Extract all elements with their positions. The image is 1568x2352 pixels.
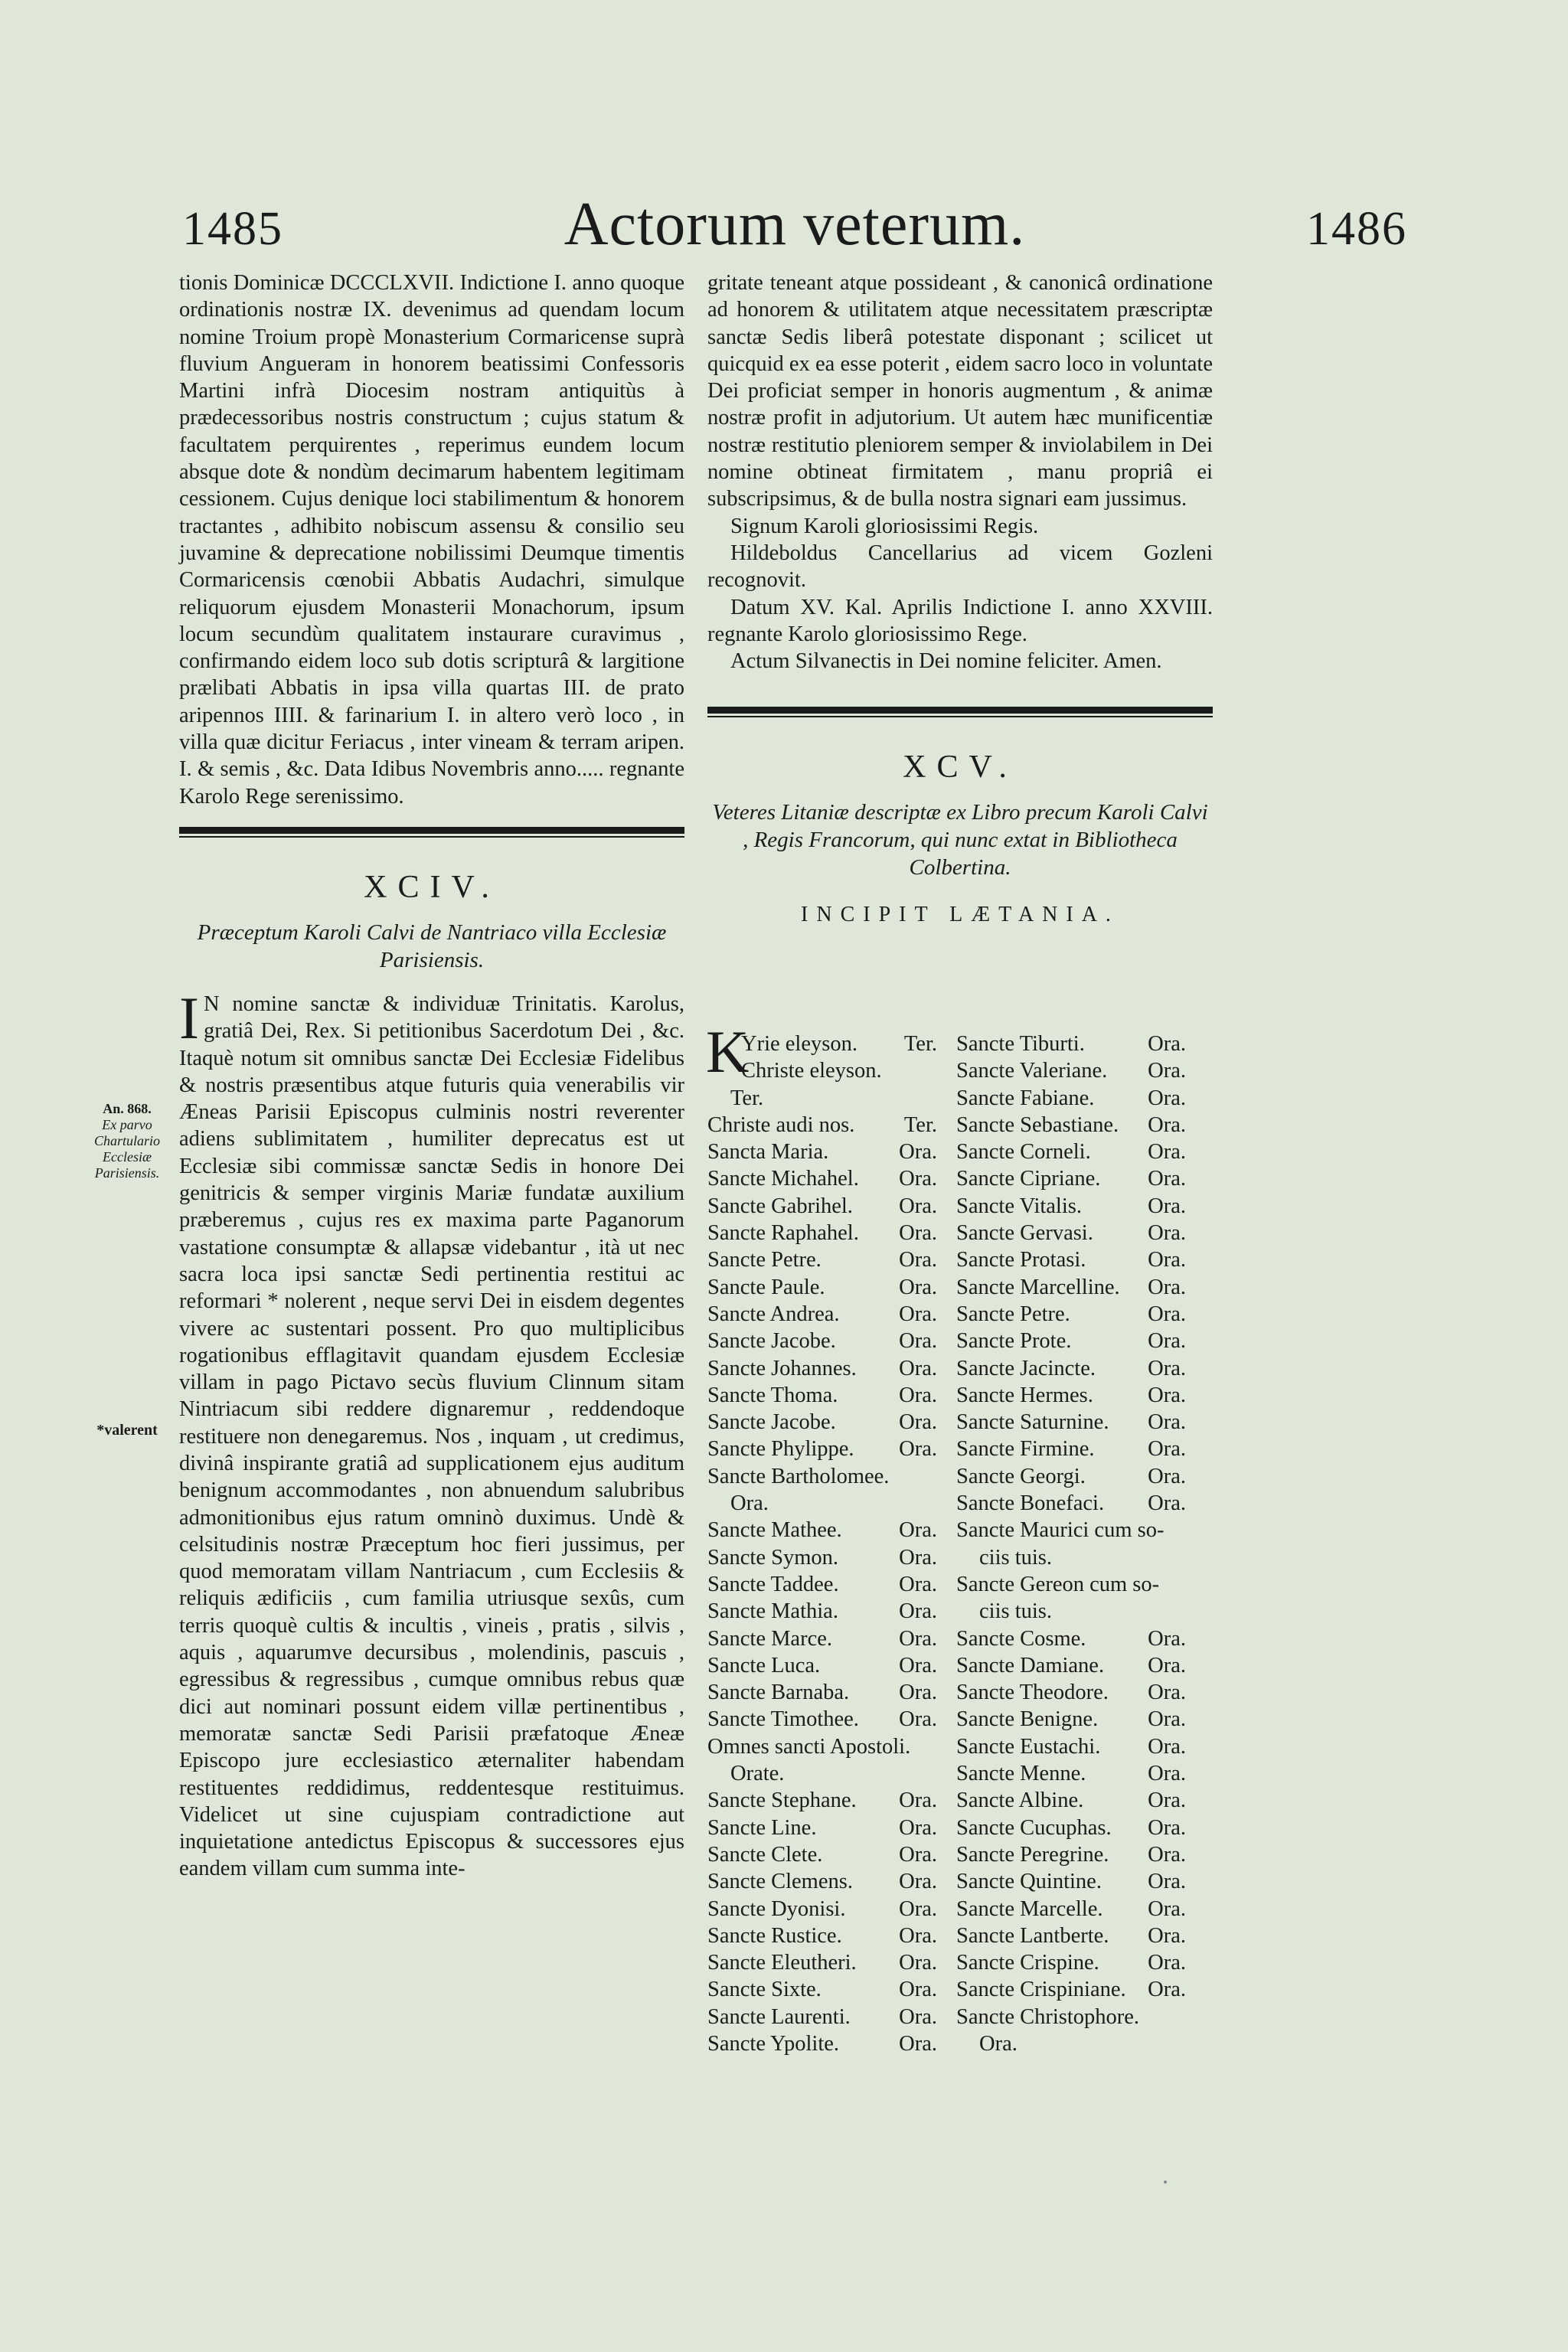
litany-entry xyxy=(956,1463,1186,1490)
litany-entry xyxy=(956,1815,1186,1841)
litany-response: Ora. xyxy=(1148,1762,1186,1786)
litany-invocation: Sancte Albine. xyxy=(956,1788,1084,1813)
litany-response: Ora. xyxy=(899,1140,937,1165)
left-paragraph-1: tionis Dominicæ DCCCLXVII. Indictione I. anno quoque ordinationis nostræ IX. devenimus ad quendam locum nomine Troium propè Monasterium Cormaricense suprà fluvium Angueram in honorem beatissimi Confessoris Martini infrà Diocesim nostram antiquitùs à prædecessoribus nostris constructum ; cujus statum & facultatem perquirentes , reperimus eundem locum absque dote & nondùm decimarum habentem legitimam cessionem. Cujus denique loci stabilimentum & honorem tractantes , adhibito nobiscum assensu & consilio seu juvamine & deprecatione nobilissimi Deumque timentis Cormaricensis cœnobii Abbatis Audachri, simulque reliquorum ejusdem Monasterii Monachorum, ipsum locum secundùm qualitatem instaurare curavimus , confirmando eidem loco sub dotis scripturâ & largitione prælibati Abbatis in ipsa villa quartas III. de prato aripennos IIII. & farinarium I. in altero verò loco , in villa quæ dicitur Feriacus , inter vineam & terram aripen. I. & semis , &c. Data Idibus Novembris anno..... regnante Karolo Rege serenissimo. xyxy=(179,271,684,808)
right-column xyxy=(707,270,1213,930)
litany-entry xyxy=(956,1787,1186,1814)
litany-response: Ora. xyxy=(1148,1653,1186,1677)
litany-invocation: Sancte Bartholomee. xyxy=(707,1464,890,1488)
litany-response: Ora. xyxy=(899,1356,937,1380)
litany-invocation: Sancte Hermes. xyxy=(956,1383,1093,1407)
incipit-heading: INCIPIT LÆTANIA. xyxy=(801,903,1119,927)
litany-response: Ora. xyxy=(899,1681,937,1705)
litany-invocation: Sancte Phylippe. xyxy=(707,1437,854,1462)
litany-invocation: Sancte Cosme. xyxy=(956,1626,1086,1651)
litany-invocation: ciis tuis. xyxy=(979,1545,1053,1570)
litany-response: Ora. xyxy=(1148,1086,1186,1110)
litany-entry xyxy=(956,1679,1186,1706)
litany-entry xyxy=(707,1463,937,1490)
litany-invocation: Sancte Maurici cum so- xyxy=(956,1518,1165,1543)
litany-entry xyxy=(707,1922,937,1949)
litany-response: Ora. xyxy=(1148,1896,1186,1921)
litany-response: Ora. xyxy=(899,1437,937,1462)
litany-entry xyxy=(956,1031,1186,1057)
margin-note-source: Ex parvo Chartulario Ecclesiæ Parisiensis. xyxy=(93,1117,161,1181)
litany-entry xyxy=(956,1490,1186,1517)
litany-entry xyxy=(707,1598,937,1625)
litany-invocation: Sancte Vitalis. xyxy=(956,1194,1082,1218)
litany-entry xyxy=(707,1085,937,1112)
litany-entry xyxy=(707,1220,937,1246)
litany-invocation: Sancte Georgi. xyxy=(956,1464,1086,1488)
right-paragraph-1: gritate teneant atque possideant , & canonicâ ordinatione ad honorem & utilitatem atque necessitatem præscriptæ sanctæ Sedis liberâ potestate disponant ; scilicet ut quicquid ex ea esse poterit , eidem sacro loco in voluntate Dei proficiat semper in honoris augmentum , & animæ nostræ profit in adjutorium. Ut autem hæc munificentiæ nostræ restitutio pleniorem semper & inviolabilem in Dei nomine obtineat firmitatem , manu propriâ ei subscripsimus, & de bulla nostra signari eam jussimus. xyxy=(707,271,1213,511)
litany-response: Ora. xyxy=(899,1545,937,1570)
margin-note-valerent: *valerent xyxy=(96,1422,158,1439)
litany-response: Ora. xyxy=(899,1248,937,1272)
litany-response: Ora. xyxy=(899,1329,937,1354)
litany-response: Ora. xyxy=(899,1221,937,1246)
litany-entry xyxy=(956,1246,1186,1273)
litany-invocation: Sancte Taddee. xyxy=(707,1572,839,1596)
litany-entry xyxy=(956,1436,1186,1462)
litany-response: Ora. xyxy=(1148,1464,1186,1488)
litany-invocation: Sancte Eustachi. xyxy=(956,1734,1101,1759)
litany-response: Ora. xyxy=(899,1923,937,1948)
litany-invocation: Sancta Maria. xyxy=(707,1140,829,1165)
running-title: Actorum veterum. xyxy=(564,191,1026,258)
litany-invocation: Omnes sancti Apostoli. xyxy=(707,1734,911,1759)
litany-column-b xyxy=(956,1031,1186,2057)
litany-response: Ora. xyxy=(1148,1978,1186,2002)
litany-entry xyxy=(707,1246,937,1273)
litany-invocation: Sancte Gabrihel. xyxy=(707,1194,853,1218)
litany-entry xyxy=(956,1652,1186,1679)
litany-response: Ora. xyxy=(1148,1302,1186,1326)
litany-entry xyxy=(707,1706,937,1733)
litany-entry xyxy=(956,1896,1186,1922)
litany-response: Ora. xyxy=(1148,1059,1186,1083)
litany-response: Ora. xyxy=(1148,1329,1186,1354)
signature-line-2: Hildeboldus Cancellarius ad vicem Gozleni recognovit. xyxy=(707,541,1213,593)
litany-entry xyxy=(956,1544,1186,1571)
signature-line-3: Datum XV. Kal. Aprilis Indictione I. anno XXVIII. regnante Karolo gloriosissimo Rege. xyxy=(707,595,1213,646)
litany-invocation: Sancte Laurenti. xyxy=(707,2004,851,2029)
litany-entry xyxy=(956,1760,1186,1787)
litany-invocation: Sancte Mathia. xyxy=(707,1599,838,1624)
litany-entry xyxy=(956,1409,1186,1436)
litany-entry xyxy=(707,1274,937,1301)
litany-invocation: Sancte Sixte. xyxy=(707,1978,822,2002)
litany-entry xyxy=(956,1598,1186,1625)
litany-invocation: Sancte Corneli. xyxy=(956,1140,1091,1165)
litany-invocation: Sancte Peregrine. xyxy=(956,1842,1109,1867)
drop-cap: I xyxy=(179,984,199,1051)
section-rule xyxy=(707,707,1213,717)
litany-entry xyxy=(956,1057,1186,1084)
litany-invocation: Sancte Bonefaci. xyxy=(956,1491,1105,1516)
litany-invocation: Sancte Prote. xyxy=(956,1329,1072,1354)
litany-invocation: Orate. xyxy=(730,1762,785,1786)
litany-response: Ora. xyxy=(1148,1410,1186,1435)
litany-invocation: Sancte Damiane. xyxy=(956,1653,1105,1677)
litany-response: Ora. xyxy=(899,1896,937,1921)
litany-invocation: Sancte Stephane. xyxy=(707,1788,857,1813)
litany-response: Ora. xyxy=(1148,1788,1186,1813)
litany-entry xyxy=(956,1571,1186,1598)
litany-response: Ora. xyxy=(899,1275,937,1299)
litany-invocation: Sancte Clemens. xyxy=(707,1870,853,1894)
litany-invocation: Sancte Christophore. xyxy=(956,2004,1140,2029)
litany-response: Ora. xyxy=(1148,1140,1186,1165)
litany-entry xyxy=(707,1868,937,1895)
litany-response: Ora. xyxy=(899,1626,937,1651)
litany-invocation: Sancte Cipriane. xyxy=(956,1167,1101,1191)
litany-invocation: Sancte Dyonisi. xyxy=(707,1896,846,1921)
left-paragraph-2-text: N nomine sanctæ & individuæ Trinitatis. Karolus, gratiâ Dei, Rex. Si petitionibus Sacerdotum Dei , &c. Itaquè notum sit omnibus sanctæ Dei Ecclesiæ Fidelibus & nostris præsentibus atque futuris quia venerabilis vir Æneas Parisii Episcopus culminis nostri reverenter adiens sublimitatem , humiliter deprecatus est ut Ecclesiæ sibi commissæ sanctæ Sedis in honore Dei genitricis & semper virginis Mariæ fundatæ auxilium præberemus , cujus res ex maxima parte Paganorum vastatione consumptæ & allapsæ videbantur , ità ut nec sacra loca ipsi sanctæ Sedi pertinentia restitui ac reformari * nolerent , neque servi Dei in eisdem degentes vivere ac sustentari possent. Pro quo multiplicibus rogationibus efflagitavit quandam ejusdem Ecclesiæ villam in pago Pictavo secùs fluvium Clinnum sitam Nintriacum sibi reddere dignaremur , reddendoque restituere non denegaremus. Nos , inquam , ut credimus, divinâ inspirante gratiâ ad supplicationem ejus auditum benignum accommodantes , non abnuendum salubribus admonitionibus ejus ratum omninò duximus. Undè & celsitudinis nostræ Præceptum hoc fieri jussimus, per quod memoratam villam Nantriacum , cum Ecclesiis & reliquis ædificiis , cum familia utriusque sexûs, cum terris quoquè cultis & incultis , vineis , pratis , silvis , aquis , aquarumve decursibus , molendinis, pascuis , egressibus & regressibus , cumque omnibus rebus quæ dici aut nominari possunt eidem villæ pertinentibus , memoratæ sanctæ Sedi Parisii præfatoque Æneæ Episcopo jure ecclesiastico æternaliter habendam restituentes reddidimus, reddentesque restituimus. Videlicet ut sine cujuspiam contradictione aut inquietatione antedictus Episcopus & successores ejus eandem villam cum summa inte- xyxy=(179,991,684,1881)
litany-entry xyxy=(956,1301,1186,1328)
litany-invocation: Sancte Saturnine. xyxy=(956,1410,1109,1435)
litany-invocation: Sancte Luca. xyxy=(707,1653,821,1677)
litany-invocation: Ora. xyxy=(730,1491,769,1516)
litany-response: Ora. xyxy=(1148,1112,1186,1137)
litany-entry xyxy=(956,1868,1186,1895)
litany-response: Ora. xyxy=(899,1383,937,1407)
litany-invocation: Sancte Jacincte. xyxy=(956,1356,1096,1380)
litany-invocation: Sancte Andrea. xyxy=(707,1302,840,1326)
litany-invocation: Yrie eleyson. xyxy=(741,1032,858,1056)
section-title-xciv: Præceptum Karoli Calvi de Nantriaco villa Ecclesiæ Parisiensis. xyxy=(197,920,667,972)
litany-entry xyxy=(956,1517,1186,1544)
litany-invocation: Sancte Theodore. xyxy=(956,1681,1109,1705)
margin-note-year: An. 868. xyxy=(103,1101,152,1116)
litany-entry xyxy=(956,2030,1186,2057)
litany-invocation: Sancte Marcelline. xyxy=(956,1275,1120,1299)
litany-entry xyxy=(707,1679,937,1706)
litany-entry xyxy=(707,1490,937,1517)
litany-invocation: Sancte Petre. xyxy=(707,1248,822,1272)
litany-invocation: Sancte Marcelle. xyxy=(956,1896,1103,1921)
litany-response: Ora. xyxy=(899,1788,937,1813)
litany-response: Ora. xyxy=(899,1951,937,1975)
litany-entry xyxy=(956,1922,1186,1949)
litany-response: Ora. xyxy=(1148,1951,1186,1975)
litany-entry xyxy=(707,1760,937,1787)
litany-response: Ora. xyxy=(899,1653,937,1677)
litany-response: Ora. xyxy=(899,2031,937,2056)
litany-response: Ora. xyxy=(899,1870,937,1894)
litany-entry xyxy=(707,1815,937,1841)
margin-note-date xyxy=(89,1101,165,1181)
litany-response: Ora. xyxy=(899,1842,937,1867)
page-number-right: 1486 xyxy=(1306,203,1407,255)
litany-response: Ora. xyxy=(1148,1275,1186,1299)
litany-invocation: Sancte Protasi. xyxy=(956,1248,1086,1272)
litany-entry xyxy=(707,1355,937,1382)
section-number-xciv: XCIV. xyxy=(364,869,500,905)
litany-invocation: Sancte Jacobe. xyxy=(707,1329,836,1354)
litany-response: Ora. xyxy=(899,1815,937,1840)
litany-response: Ora. xyxy=(899,1518,937,1543)
signature-line-1: Signum Karoli gloriosissimi Regis. xyxy=(730,514,1039,538)
page-number-left: 1485 xyxy=(182,203,283,255)
litany-entry xyxy=(707,1193,937,1220)
litany-invocation: Sancte Benigne. xyxy=(956,1707,1099,1732)
litany-entry xyxy=(956,1165,1186,1192)
litany-entry xyxy=(956,1733,1186,1760)
litany-entry xyxy=(956,1976,1186,2003)
litany-entry xyxy=(707,1328,937,1354)
litany-response: Ora. xyxy=(899,1572,937,1596)
litany-response: Ora. xyxy=(1148,1221,1186,1246)
litany-invocation: Sancte Johannes. xyxy=(707,1356,857,1380)
litany-entry xyxy=(956,1706,1186,1733)
litany-response: Ora. xyxy=(1148,1815,1186,1840)
litany-invocation: Sancte Valeriane. xyxy=(956,1059,1108,1083)
litany-invocation: Sancte Raphahel. xyxy=(707,1221,859,1246)
litany-invocation: Sancte Sebastiane. xyxy=(956,1112,1119,1137)
litany-response: Ora. xyxy=(1148,1734,1186,1759)
litany-entry xyxy=(956,1382,1186,1409)
litany-response: Ora. xyxy=(1148,1870,1186,1894)
litany-invocation: Christe audi nos. xyxy=(707,1112,855,1137)
litany-entry xyxy=(707,2004,937,2030)
litany-invocation: Sancte Menne. xyxy=(956,1762,1086,1786)
litany-entry xyxy=(707,1652,937,1679)
litany-entry xyxy=(956,1193,1186,1220)
signature-line-4: Actum Silvanectis in Dei nomine feliciter. Amen. xyxy=(730,649,1162,674)
litany-entry xyxy=(956,1220,1186,1246)
litany-entry xyxy=(956,1274,1186,1301)
litany-invocation: Sancte Gereon cum so- xyxy=(956,1572,1160,1596)
litany-column-a xyxy=(706,1018,937,2057)
litany-entry xyxy=(707,1382,937,1409)
litany-response: Ora. xyxy=(1148,1356,1186,1380)
litany-response: Ora. xyxy=(1148,1437,1186,1462)
litany-entry xyxy=(707,1301,937,1328)
litany-entry xyxy=(707,1625,937,1652)
litany-response: Ora. xyxy=(1148,1248,1186,1272)
litany-entry xyxy=(956,1138,1186,1165)
litany-entry xyxy=(707,1896,937,1922)
litany-invocation: Sancte Crispine. xyxy=(956,1951,1099,1975)
litany-invocation: Sancte Line. xyxy=(707,1815,817,1840)
litany-response: Ora. xyxy=(899,2004,937,2029)
litany-entry xyxy=(707,1544,937,1571)
section-number-xcv: XCV. xyxy=(903,750,1018,786)
litany-response: Ora. xyxy=(1148,1681,1186,1705)
litany-invocation: Sancte Cucuphas. xyxy=(956,1815,1112,1840)
litany-entry xyxy=(956,1841,1186,1868)
litany-entry xyxy=(956,1085,1186,1112)
litany-invocation: Sancte Clete. xyxy=(707,1842,823,1867)
litany-invocation: Sancte Timothee. xyxy=(707,1707,859,1732)
litany-invocation: Sancte Michahel. xyxy=(707,1167,859,1191)
litany-response: Ora. xyxy=(899,1410,937,1435)
litany-invocation: Christe eleyson. xyxy=(741,1059,882,1083)
litany-entry xyxy=(956,2004,1186,2030)
litany-invocation: Sancte Fabiane. xyxy=(956,1086,1095,1110)
litany-entry xyxy=(707,1165,937,1192)
litany-invocation: Sancte Mathee. xyxy=(707,1518,842,1543)
litany-entry xyxy=(956,1355,1186,1382)
litany-response: Ora. xyxy=(1148,1626,1186,1651)
litany-invocation: Ora. xyxy=(979,2031,1018,2056)
litany-entry xyxy=(956,1112,1186,1138)
litany-invocation: Sancte Crispiniane. xyxy=(956,1978,1126,2002)
litany-invocation: Sancte Barnaba. xyxy=(707,1681,850,1705)
litany-invocation: Sancte Quintine. xyxy=(956,1870,1102,1894)
left-paragraph-2 xyxy=(179,984,684,1883)
litany-invocation: Sancte Marce. xyxy=(707,1626,832,1651)
litany-invocation: Sancte Gervasi. xyxy=(956,1221,1093,1246)
section-title-xcv: Veteres Litaniæ descriptæ ex Libro precum Karoli Calvi , Regis Francorum, qui nunc extat in Bibliotheca Colbertina. xyxy=(712,800,1208,880)
litany-response: Ora. xyxy=(1148,1707,1186,1732)
section-rule xyxy=(179,827,684,838)
litany-response: Ora. xyxy=(899,1194,937,1218)
litany-entry xyxy=(707,1841,937,1868)
litany-entry xyxy=(707,1138,937,1165)
litany-entry xyxy=(956,1949,1186,1976)
litany-response: Ora. xyxy=(1148,1383,1186,1407)
litany-invocation: Sancte Petre. xyxy=(956,1302,1070,1326)
drop-cap-k: K xyxy=(706,1018,750,1085)
litany-entry xyxy=(707,1733,937,1760)
litany-entry xyxy=(707,2030,937,2057)
litany-response: Ora. xyxy=(1148,1032,1186,1056)
litany-invocation: Sancte Tiburti. xyxy=(956,1032,1085,1056)
litany-response: Ora. xyxy=(899,1707,937,1732)
litany-invocation: Sancte Firmine. xyxy=(956,1437,1095,1462)
litany-entry xyxy=(707,1409,937,1436)
page-header xyxy=(182,191,1407,273)
litany-invocation: Sancte Eleutheri. xyxy=(707,1951,857,1975)
litany-response: Ter. xyxy=(903,1112,937,1137)
litany-invocation: Sancte Rustice. xyxy=(707,1923,842,1948)
litany-invocation: Sancte Lantberte. xyxy=(956,1923,1109,1948)
litany-entry xyxy=(956,1328,1186,1354)
litany-entry xyxy=(707,1787,937,1814)
litany-opening xyxy=(706,1018,937,1085)
litany-response: Ora. xyxy=(1148,1923,1186,1948)
litany-entry xyxy=(707,1517,937,1544)
litany-response: Ter. xyxy=(903,1032,937,1056)
litany-invocation: Sancte Thoma. xyxy=(707,1383,838,1407)
paper-speck xyxy=(1164,2180,1167,2184)
litany-invocation: ciis tuis. xyxy=(979,1599,1053,1624)
litany-entry xyxy=(956,1625,1186,1652)
left-column xyxy=(179,270,684,1883)
litany-response: Ora. xyxy=(899,1978,937,2002)
litany-entry xyxy=(707,1112,937,1138)
litany-response: Ora. xyxy=(899,1167,937,1191)
litany-response: Ora. xyxy=(1148,1491,1186,1516)
litany-response: Ora. xyxy=(1148,1167,1186,1191)
litany-response: Ora. xyxy=(899,1302,937,1326)
litany-invocation: Sancte Ypolite. xyxy=(707,2031,840,2056)
litany-invocation: Ter. xyxy=(730,1086,764,1110)
litany-invocation: Sancte Paule. xyxy=(707,1275,825,1299)
litany-invocation: Sancte Symon. xyxy=(707,1545,838,1570)
litany-entry xyxy=(707,1436,937,1462)
litany-entry xyxy=(707,1976,937,2003)
litany-response: Ora. xyxy=(1148,1842,1186,1867)
litany-entry xyxy=(707,1949,937,1976)
litany-entry xyxy=(707,1571,937,1598)
litany-response: Ora. xyxy=(899,1599,937,1624)
litany-response: Ora. xyxy=(1148,1194,1186,1218)
litany-invocation: Sancte Jacobe. xyxy=(707,1410,836,1435)
